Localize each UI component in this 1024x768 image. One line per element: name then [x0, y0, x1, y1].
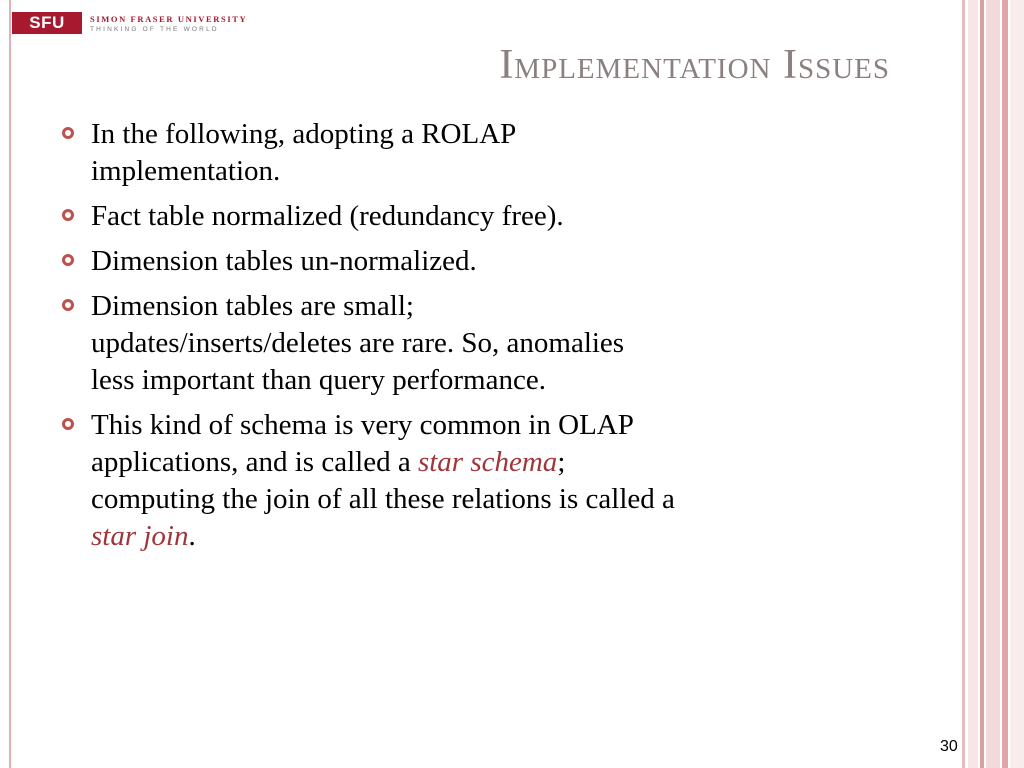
text-segment: This kind of schema is very common in OLAP applications, and is called a — [91, 409, 634, 478]
left-border — [9, 0, 11, 768]
bullet-text — [91, 407, 675, 555]
bullet-circle-icon — [62, 209, 74, 221]
logo-name: SIMON FRASER UNIVERSITY — [90, 13, 248, 24]
slide-title: Implementation Issues — [499, 42, 890, 88]
bullet-circle-icon — [62, 418, 74, 430]
logo-mark: SFU — [12, 12, 82, 34]
decorative-stripe — [1002, 0, 1008, 768]
bullet-circle-icon — [62, 254, 74, 266]
page-number: 30 — [940, 738, 958, 755]
list-item — [62, 288, 892, 399]
bullet-circle-icon — [62, 127, 74, 139]
decorative-stripe — [968, 0, 978, 768]
bullet-text: Fact table normalized (redundancy free). — [91, 200, 564, 232]
logo-wordmark — [90, 14, 247, 33]
list-item — [62, 198, 892, 235]
term-star-join: star join — [91, 520, 189, 552]
bullet-text: In the following, adopting a ROLAP implementation. — [91, 118, 517, 187]
logo-tagline: THINKING OF THE WORLD — [90, 25, 219, 33]
list-item — [62, 407, 892, 555]
text-segment: ; computing the join of all these relations is called a — [91, 446, 675, 515]
bullet-circle-icon — [62, 299, 74, 311]
bullet-text: Dimension tables are small; updates/inserts/deletes are rare. So, anomalies less important than query performance. — [91, 290, 625, 396]
bullet-text: Dimension tables un-normalized. — [91, 245, 477, 277]
bullet-list — [62, 116, 892, 563]
list-item — [62, 116, 892, 190]
university-logo — [12, 12, 247, 34]
decorative-stripe — [1010, 0, 1024, 768]
decorative-stripe — [986, 0, 1000, 768]
decorative-stripe — [962, 0, 965, 768]
decorative-stripe — [980, 0, 984, 768]
term-star-schema: star schema — [417, 446, 558, 478]
list-item — [62, 243, 892, 280]
text-segment: . — [188, 520, 196, 552]
